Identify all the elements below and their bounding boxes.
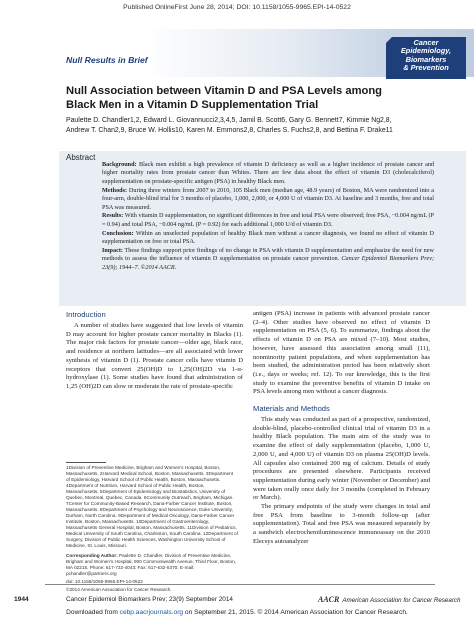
abstract-body — [102, 161, 434, 273]
aacr-name: American Association for Cancer Research — [342, 597, 461, 604]
abstract-citation: Cancer Epidemiol Biomarkers Prev; 23(9); 1944–7. ©2014 AACR. — [102, 255, 435, 271]
download-notice — [0, 609, 474, 616]
methods-heading: Materials and Methods — [253, 404, 330, 414]
correspondence-label: Corresponding Author: — [66, 553, 118, 558]
article-title: Null Association between Vitamin D and PSA Levels among Black Men in a Vitamin D Supplementation Trial — [66, 85, 383, 111]
download-suffix: on September 21, 2015. © 2014 American Association for Cancer Research. — [183, 609, 408, 616]
journal-badge-line: Epidemiology, — [400, 46, 452, 56]
methods-paragraph: The primary endpoints of the study were changes in total and free PSA from baseline to 3-month follow-up (after supplementation). Total and free PSA was measured separately by a sandwich electrochemiluminescence immunoassay on the 2010 Elecsys autoanalyzer — [253, 503, 430, 545]
page-number: 1944 — [14, 596, 29, 603]
section-label: Null Results in Brief — [66, 55, 148, 65]
introduction-paragraph: A number of studies have suggested that low levels of vitamin D may account for higher prostate cancer mortality in Blacks (1). The major risk factors for prostate cancer—older age, black race, and residence at northern latitudes—are all associated with lower synthesis of vitamin D (1). Prostate cancer cells have vitamin D receptors that convert 25(OH)D to 1,25(OH)2D via 1-α-hydroxylase (1). Some studies have found that administration of 1,25 (OH)2D can slow or moderate the rate of prostate-specific — [66, 322, 243, 390]
abstract-results-label: Results: — [102, 212, 124, 220]
download-prefix: Downloaded from — [66, 609, 120, 616]
journal-citation-footer: Cancer Epidemiol Biomarkers Prev; 23(9) September 2014 — [66, 596, 233, 603]
journal-badge — [386, 37, 466, 79]
abstract-methods-label: Methods: — [102, 186, 128, 194]
abstract-impact — [102, 247, 434, 272]
abstract-methods — [102, 187, 434, 212]
methods-paragraph: This study was conducted as part of a prospective, randomized, double-blind, placebo-controlled clinical trial of vitamin D3 in a healthy Black population. The main aim of the study was to examine the effect of daily supplementation (placebo, 1,000 U, 2,000 U, and 4,000 U) of vitamin D3 on plasma 25(OH)D levels. All capsules also contained 200 mg of calcium. Details of study procedures are presented elsewhere. Participants received supplementation during early winter (November or December) and were taken orally once daily for 3 months (completed in February or March). — [253, 416, 430, 502]
copyright-notice: ©2014 American Association for Cancer Research. — [66, 587, 172, 592]
author-list: Paulette D. Chandler1,2, Edward L. Giovannucci2,3,4,5, Jamil B. Scott6, Gary G. Bennett7, Kimmie Ng2,8, Andrew T. Chan2,9, Bruce W. Hollis10, Karen M. Emmons2,8, Charles S. Fuchs2,8, and Bettina F. Drake11 — [66, 117, 393, 134]
left-column — [66, 310, 243, 392]
footer-divider — [45, 584, 435, 585]
abstract-impact-label: Impact: — [102, 247, 123, 255]
abstract-background-text: Black men exhibit a high prevalence of vitamin D deficiency as well as a higher incidence of prostate cancer and higher mortality rates from prostate cancer than Whites. There are few data about the effect of vitamin D3 (cholecalciferol) supplementation on prostate-specific antigen (PSA) in healthy Black men. — [102, 161, 435, 185]
continuation-body — [253, 310, 430, 397]
abstract-conclusion-label: Conclusion: — [102, 229, 134, 237]
abstract-results — [102, 212, 434, 229]
abstract-conclusion-text: Within an unselected population of healthy Black men without a cancer diagnosis, we found no effect of vitamin D supplementation on free or total PSA. — [102, 229, 434, 246]
correspondence — [66, 553, 238, 593]
abstract-background-label: Background: — [102, 161, 137, 168]
correspondence-text: Paulette D. Chandler, Division of Preventive Medicine, Brigham and Women's Hospital, 900 Commonwealth Avenue, Third Floor, Boston, MA 02215. Phone: 617-732-4043; Fax: 617-632-5370; E-mail: pchandler@partners.org — [66, 553, 236, 576]
affiliations: 1Division of Preventive Medicine, Brigham and Women's Hospital, Boston, Massachusetts. 2Harvard Medical School, Boston, Massachusetts. 3Department of Epidemiology, Harvard School of Public Health, Boston, Massachusetts. 4Department of Nutrition, Harvard School of Public Health, Boston, Massachusetts. 5Department of Epidemiology and Biostatistics, University of Quebec, Montreal, Quebec, Canada. 6Community Outreach, Brigham, Michigan. 7Center for Community-Based Research, Dana-Farber Cancer Institute, Boston, Massachusetts. 8Department of Psychology and Neuroscience, Duke University, Durham, North Carolina. 9Department of Medical Oncology, Dana-Farber Cancer Institute, Boston, Massachusetts. 10Department of Gastroenterology, Massachusetts General Hospital, Boston, Massachusetts. 11Division of Pediatrics, Medical University of South Carolina, Charleston, South Carolina. 12Department of Surgery, Division of Public Health Sciences, Washington University School of Medicine, St. Louis, Missouri. — [66, 465, 238, 548]
aacr-mark — [318, 595, 460, 604]
methods-body — [253, 416, 430, 547]
aacr-logo: AACR — [318, 595, 340, 604]
abstract-impact-text: These findings support prior findings of no change in PSA with vitamin D supplementation and emphasize the need for new methods to assess the influence of vitamin D supplementation on prostate cancer prevention. — [102, 247, 434, 263]
footnote-divider — [66, 462, 106, 463]
abstract-conclusion — [102, 230, 434, 247]
journal-site-link[interactable]: cebp.aacrjournals.org — [119, 609, 184, 616]
abstract-background — [102, 161, 434, 186]
journal-badge-line: & Prevention — [403, 63, 449, 73]
introduction-heading: Introduction — [66, 310, 106, 319]
article-doi: doi: 10.1158/1055-9965.EPI-14-0522 — [66, 579, 143, 584]
published-online-line: Published OnlineFirst June 28, 2014; DOI: 10.1158/1055-9965.EPI-14-0522 — [123, 4, 351, 11]
introduction-body — [66, 322, 243, 392]
journal-badge-line: Biomarkers — [405, 54, 447, 64]
abstract-results-text: With vitamin D supplementation, no significant differences in free and total PSA were observed; free PSA, −0.004 ng/mL (P = 0.94) and total PSA, −0.004 ng/mL (P = 0.92) for each additional 1,000 U/d of vitamin D3. — [102, 212, 434, 228]
abstract-methods-text: During three winters from 2007 to 2010, 105 Black men (median age, 48.9 years) of Boston, MA were randomized into a four-arm, double-blind trial for 3 months of placebo, 1,000, 2,000, or 4,000 U of vitamin D3. At baseline and 3 months, free and total PSA was measured. — [102, 186, 435, 211]
right-column — [253, 310, 430, 547]
continuation-paragraph: antigen (PSA) increase in patients with advanced prostate cancer (2–4). Other studies have observed no effect of vitamin D supplementation on PSA (5, 6). To summarize, findings about the effects of vitamin D on PSA are mixed (7–10). Most studies, however, have assessed this association among small (11), nonminority patient populations, and when supplementation has been studied, the administration period has been relatively short (i.e., days or weeks; ref. 12). To our knowledge, this is the first study to examine the preventive benefits of vitamin D intake on PSA levels among men without a cancer diagnosis. — [253, 310, 430, 396]
abstract-heading: Abstract — [66, 153, 96, 162]
journal-badge-line: Cancer — [413, 38, 439, 47]
